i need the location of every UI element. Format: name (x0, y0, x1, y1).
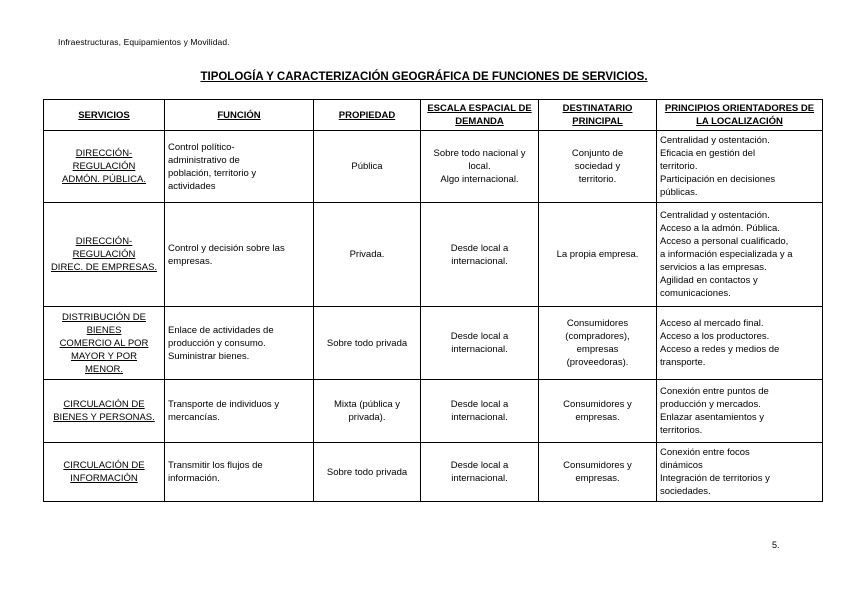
cell-principios-line: territorio. (660, 161, 698, 172)
cell-principios-line: Acceso a la admón. Pública. (660, 223, 780, 234)
table-row (44, 203, 823, 307)
cell-destinatario (539, 131, 657, 203)
cell-destinatario (539, 443, 657, 502)
cell-funcion (165, 203, 314, 307)
column-header-principios: PRINCIPIOS ORIENTADORES DE LA LOCALIZACIÓN (657, 100, 823, 131)
cell-escala (421, 380, 539, 443)
cell-servicio (44, 443, 165, 502)
cell-escala (421, 307, 539, 380)
cell-escala-line: internacional. (451, 255, 508, 267)
cell-principios-line: Conexión entre puntos de (660, 386, 769, 397)
cell-servicio (44, 203, 165, 307)
cell-destinatario-line: Consumidores (566, 318, 629, 329)
table-header-row (44, 100, 823, 131)
cell-principios-line: Centralidad y ostentación. (660, 210, 770, 221)
cell-propiedad (314, 380, 421, 443)
cell-servicio-line: REGULACIÓN (72, 161, 136, 172)
cell-principios-line: Eficacia en gestión del (660, 148, 756, 159)
cell-destinatario-line: La propia empresa. (556, 249, 639, 260)
column-header-destinatario: DESTINATARIO PRINCIPAL (539, 100, 657, 131)
cell-principios-line: transporte. (660, 357, 706, 368)
cell-destinatario-line: empresas (576, 344, 619, 355)
cell-principios-line: Acceso al mercado final. (660, 318, 764, 329)
cell-escala-line: internacional. (451, 473, 508, 484)
cell-principios (657, 443, 823, 502)
document-title: TIPOLOGÍA Y CARACTERIZACIÓN GEOGRÁFICA DE FUNCIONES DE SERVICIOS. (200, 71, 648, 83)
cell-servicio-line: COMERCIO AL POR (59, 337, 149, 349)
cell-servicio (44, 380, 165, 443)
cell-principios-line: Agilidad en contactos y (660, 275, 758, 286)
cell-funcion-line: producción y consumo. (168, 337, 266, 349)
cell-principios-line: Participación en decisiones (660, 174, 776, 185)
cell-funcion-line: Enlace de actividades de (168, 324, 274, 336)
cell-principios (657, 307, 823, 380)
cell-destinatario (539, 203, 657, 307)
document-header: Infraestructuras, Equipamientos y Movilidad. (58, 37, 230, 47)
cell-servicio-line: REGULACIÓN (72, 249, 136, 260)
cell-escala (421, 443, 539, 502)
cell-escala (421, 131, 539, 203)
cell-servicio-line: MAYOR Y POR (71, 350, 137, 362)
cell-principios-line: a información especializada y a (660, 249, 793, 260)
table-row (44, 307, 823, 380)
cell-servicio-line: BIENES (86, 324, 122, 336)
cell-funcion-line: empresas. (168, 255, 213, 267)
cell-principios-line: Integración de territorios y (660, 473, 770, 484)
column-header-propiedad: PROPIEDAD (314, 100, 421, 131)
services-table (43, 99, 823, 502)
cell-funcion-line: Suministrar bienes. (168, 350, 250, 362)
cell-servicio-line: MENOR. (85, 363, 123, 375)
cell-principios (657, 203, 823, 307)
cell-destinatario-line: (compradores), (565, 331, 630, 342)
cell-propiedad (314, 131, 421, 203)
cell-escala-line: internacional. (451, 344, 508, 355)
cell-servicio-line: DIREC. DE EMPRESAS. (50, 262, 158, 273)
cell-propiedad (314, 443, 421, 502)
cell-destinatario-line: territorio. (578, 174, 617, 185)
cell-propiedad-line: Pública (351, 161, 383, 172)
cell-funcion-line: mercancías. (168, 412, 220, 423)
cell-destinatario-line: empresas. (575, 412, 620, 423)
cell-escala-line: local. (468, 161, 491, 172)
cell-servicio-line: INFORMACIÓN (70, 473, 138, 484)
cell-servicio-line: DIRECCIÓN- (75, 236, 133, 247)
cell-servicio-line: DIRECCIÓN- (75, 148, 133, 159)
cell-destinatario-line: Consumidores y (563, 460, 632, 471)
cell-propiedad-line: Sobre todo privada (326, 337, 408, 349)
cell-escala-line: Algo internacional. (440, 174, 519, 185)
cell-principios-line: producción y mercados. (660, 399, 761, 410)
cell-funcion (165, 131, 314, 203)
cell-propiedad-line: Sobre todo privada (326, 466, 408, 478)
cell-destinatario-line: empresas. (575, 473, 620, 484)
cell-principios-line: Acceso a redes y medios de (660, 344, 780, 355)
cell-principios (657, 380, 823, 443)
cell-principios-line: servicios a las empresas. (660, 262, 767, 273)
cell-servicio (44, 131, 165, 203)
table-row (44, 380, 823, 443)
page-number: 5. (772, 540, 780, 550)
cell-destinatario-line: sociedad y (574, 161, 621, 172)
cell-propiedad (314, 203, 421, 307)
cell-funcion-line: Transporte de individuos y (168, 399, 280, 410)
cell-destinatario-line: Conjunto de (571, 148, 624, 159)
cell-servicio-line: CIRCULACIÓN DE (63, 399, 145, 410)
cell-funcion (165, 307, 314, 380)
table-row (44, 131, 823, 203)
cell-principios-line: Acceso a personal cualificado, (660, 236, 789, 247)
cell-escala-line: Sobre todo nacional y (433, 148, 526, 159)
column-header-funcion: FUNCIÓN (165, 100, 314, 131)
cell-funcion-line: Control y decisión sobre las (168, 242, 285, 254)
cell-servicio (44, 307, 165, 380)
cell-principios-line: Conexión entre focos (660, 447, 750, 458)
cell-funcion-line: administrativo de (168, 154, 240, 166)
cell-principios-line: territorios. (660, 425, 703, 436)
cell-destinatario (539, 380, 657, 443)
cell-funcion-line: Transmitir los flujos de (168, 460, 263, 471)
table-row (44, 443, 823, 502)
cell-destinatario-line: Consumidores y (563, 399, 632, 410)
cell-funcion-line: información. (168, 473, 220, 484)
cell-servicio-line: BIENES Y PERSONAS. (53, 412, 155, 423)
column-header-escala: ESCALA ESPACIAL DE DEMANDA (421, 100, 539, 131)
column-header-servicios: SERVICIOS (44, 100, 165, 131)
cell-servicio-line: ADMÓN. PÚBLICA. (62, 174, 146, 185)
cell-funcion-line: población, territorio y (168, 167, 257, 179)
cell-funcion-line: Control político- (168, 141, 235, 153)
cell-servicio-line: CIRCULACIÓN DE (63, 460, 145, 471)
cell-escala-line: Desde local a (450, 331, 509, 342)
cell-propiedad (314, 307, 421, 380)
cell-principios (657, 131, 823, 203)
cell-destinatario (539, 307, 657, 380)
cell-funcion (165, 443, 314, 502)
cell-propiedad-line: Mixta (pública y (334, 399, 400, 410)
table-body (44, 131, 823, 502)
cell-destinatario-line: (proveedoras). (566, 357, 629, 368)
cell-principios-line: Centralidad y ostentación. (660, 135, 770, 146)
cell-funcion-line: actividades (168, 180, 216, 192)
cell-principios-line: dinámicos (660, 460, 703, 471)
cell-escala-line: internacional. (451, 412, 508, 423)
cell-funcion (165, 380, 314, 443)
cell-propiedad-line: privada). (348, 412, 386, 423)
cell-escala-line: Desde local a (450, 399, 509, 410)
cell-principios-line: Acceso a los productores. (660, 331, 770, 342)
cell-principios-line: sociedades. (660, 486, 711, 497)
cell-principios-line: públicas. (660, 187, 698, 198)
cell-principios-line: Enlazar asentamientos y (660, 412, 765, 423)
cell-escala-line: Desde local a (450, 242, 509, 254)
cell-propiedad-line: Privada. (349, 249, 385, 260)
cell-escala-line: Desde local a (450, 460, 509, 471)
cell-servicio-line: DISTRIBUCIÓN DE (62, 311, 146, 323)
cell-escala (421, 203, 539, 307)
cell-principios-line: comunicaciones. (660, 288, 731, 299)
